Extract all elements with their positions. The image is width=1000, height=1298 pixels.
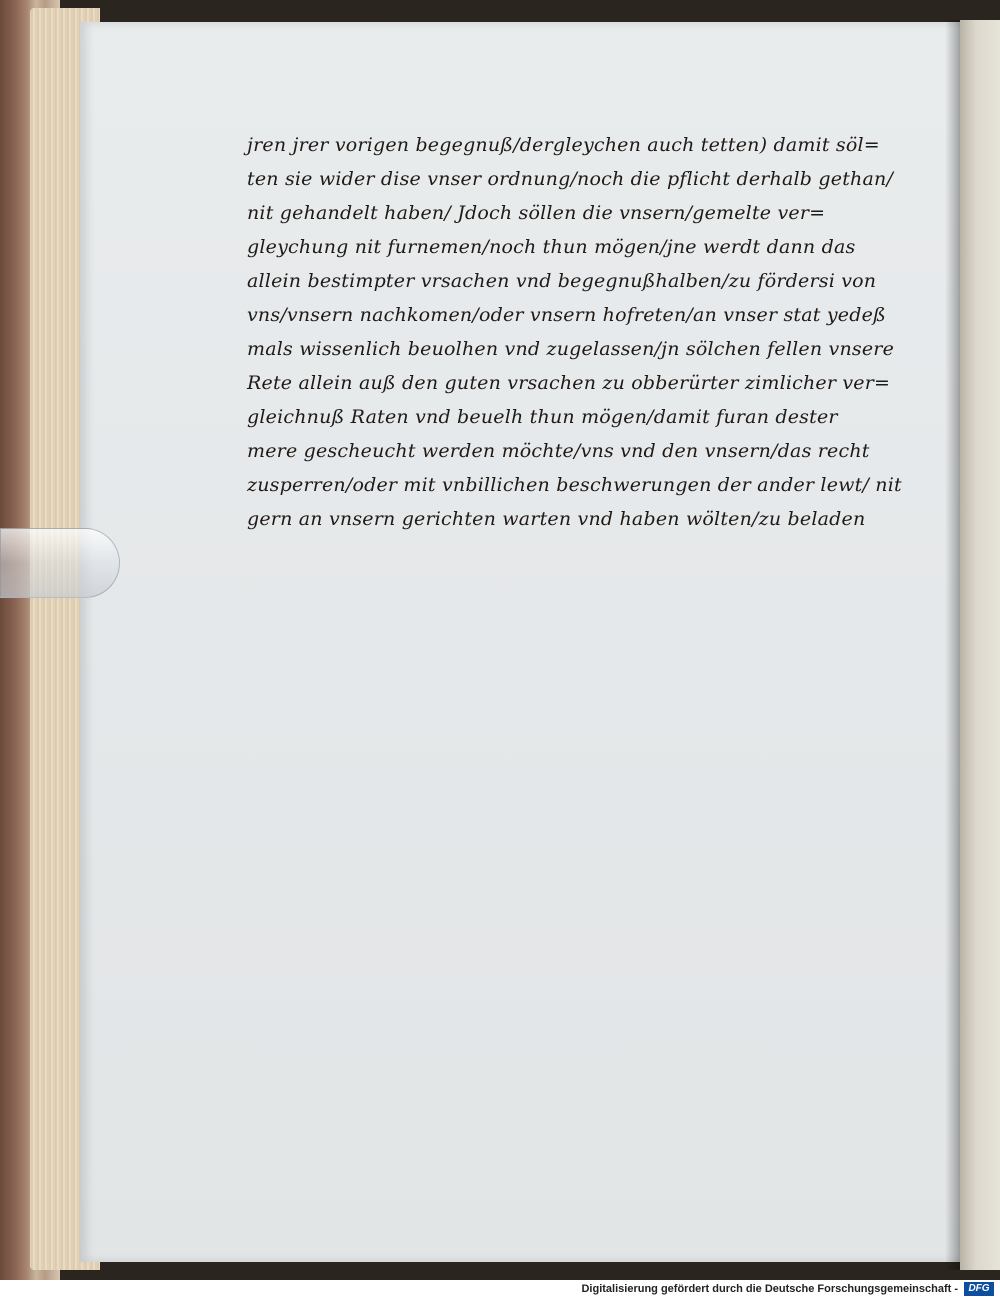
text-line: mere gescheucht werden möchte/vns vnd den vnsern/das recht: [247, 440, 870, 462]
text-line: ten sie wider dise vnser ordnung/noch die pflicht derhalb gethan/: [247, 168, 894, 190]
text-line: allein bestimpter vrsachen vnd begegnußhalben/zu fördersi von: [247, 270, 877, 292]
text-line: gleychung nit furnemen/noch thun mögen/jne werdt dann das: [247, 236, 856, 258]
text-line: mals wissenlich beuolhen vnd zugelassen/jn sölchen fellen vnsere: [247, 338, 895, 360]
text-line: jren jrer vorigen begegnuß/dergleychen auch tetten) damit söl=: [247, 134, 880, 156]
text-line: gern an vnsern gerichten warten vnd haben wölten/zu beladen: [247, 508, 866, 530]
text-line: nit gehandelt haben/ Jdoch söllen die vnsern/gemelte ver=: [247, 202, 826, 224]
text-line: zusperren/oder mit vnbillichen beschwerungen der ander lewt/ nit: [247, 474, 902, 496]
manuscript-text: [247, 128, 917, 536]
page-clip: [0, 528, 120, 598]
facing-page-edge: [960, 20, 1000, 1270]
funding-credit: Digitalisierung gefördert durch die Deutsche Forschungsgemeinschaft -: [581, 1283, 958, 1295]
text-line: gleichnuß Raten vnd beuelh thun mögen/damit furan dester: [247, 406, 838, 428]
text-line: vns/vnsern nachkomen/oder vnsern hofreten/an vnser stat yedeß: [247, 304, 886, 326]
dfg-logo: DFG: [964, 1282, 994, 1296]
text-line: Rete allein auß den guten vrsachen zu obberürter zimlicher ver=: [247, 372, 891, 394]
